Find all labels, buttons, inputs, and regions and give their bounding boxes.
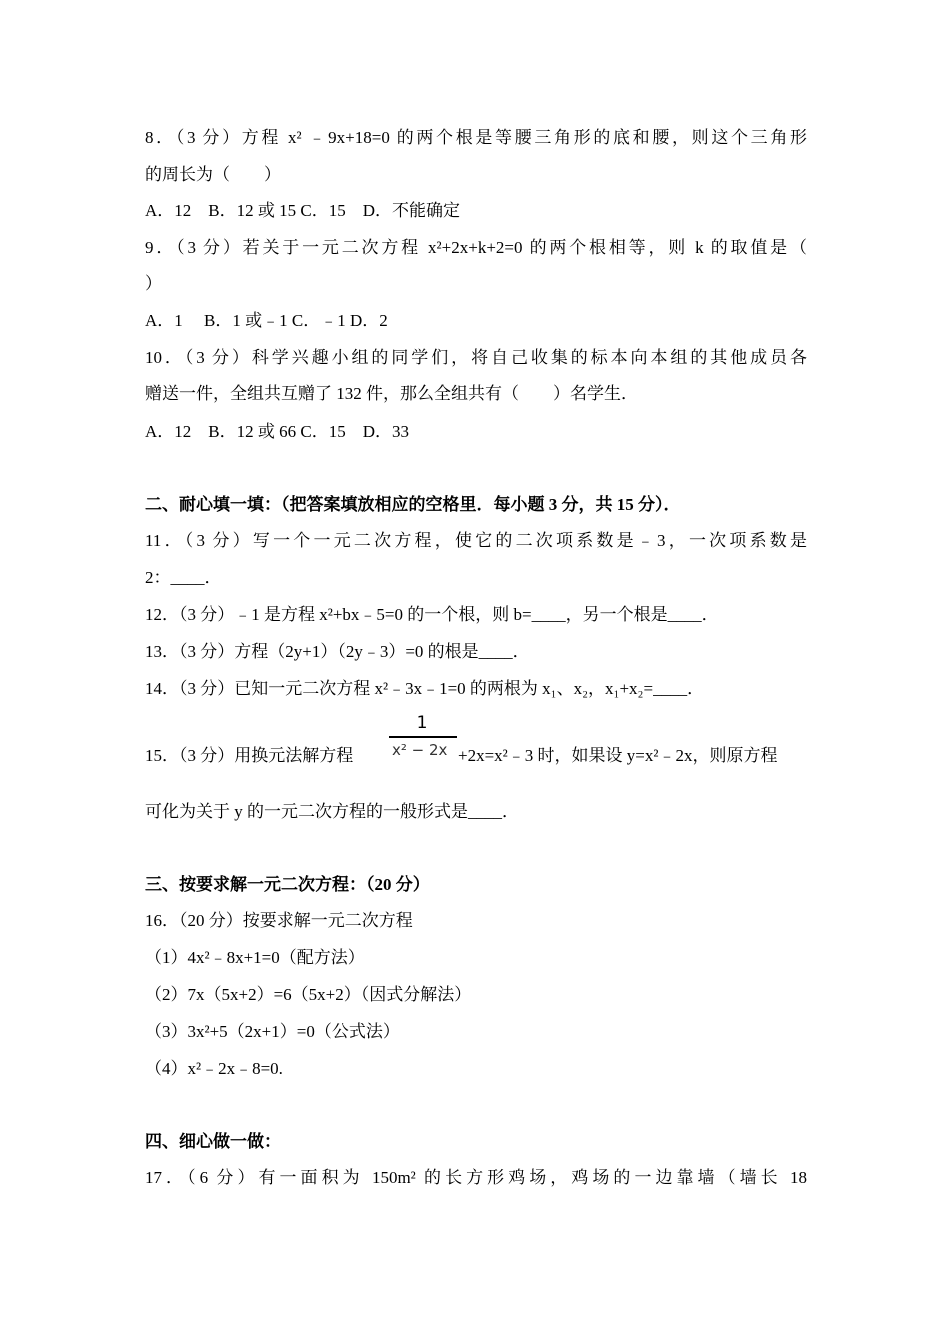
q15-before: 15．（3 分）用换元法解方程 — [145, 746, 354, 765]
q10-options: A．12 B．12 或 66 C．15 D．33 — [145, 422, 409, 441]
q16-item-1: （1）4x²﹣8x+1=0（配方法） — [145, 948, 365, 967]
fraction-numerator: 1 — [416, 713, 428, 733]
q8-options: A．12 B．12 或 15 C．15 D．不能确定 — [145, 201, 460, 220]
q11-line1: 11．（3 分）写一个一元二次方程，使它的二次项系数是﹣3，一次项系数是 — [145, 531, 807, 550]
fraction-bar — [389, 736, 457, 738]
q9-line2: ） — [145, 274, 162, 293]
q8-line1: 8．（3 分）方程 x² ﹣9x+18=0 的两个根是等腰三角形的底和腰，则这个三角形 — [145, 128, 807, 147]
q14-line: 14．（3 分）已知一元二次方程 x²﹣3x﹣1=0 的两根为 x₁、x₂，x₁+x₂=____． — [145, 679, 705, 698]
q16-item-2: （2）7x（5x+2）=6（5x+2）（因式分解法） — [145, 985, 472, 1004]
q11-line2: 2：____． — [145, 568, 222, 587]
section3-heading: 三、按要求解一元二次方程：（20 分） — [145, 875, 430, 894]
q16-item-3: （3）3x²+5（2x+1）=0（公式法） — [145, 1022, 400, 1041]
q12-line: 12．（3 分）﹣1 是方程 x²+bx﹣5=0 的一个根，则 b=____，另一个根是____． — [145, 605, 719, 624]
q9-options: A．1 B．1 或﹣1 C．﹣1 D．2 — [145, 311, 388, 330]
q16-item-4: （4）x²﹣2x﹣8=0. — [145, 1059, 283, 1078]
section2-heading: 二、耐心填一填：（把答案填放相应的空格里．每小题 3 分，共 15 分）． — [145, 495, 681, 514]
q16-line: 16．（20 分）按要求解一元二次方程 — [145, 911, 413, 930]
section4-heading: 四、细心做一做： — [145, 1132, 281, 1151]
q15-fraction — [386, 713, 458, 761]
q13-line: 13．（3 分）方程（2y+1）（2y﹣3）=0 的根是____． — [145, 642, 530, 661]
q10-line1: 10．（3 分）科学兴趣小组的同学们，将自己收集的标本向本组的其他成员各 — [145, 348, 807, 367]
q17-line1: 17．（6 分）有一面积为 150m² 的长方形鸡场，鸡场的一边靠墙（墙长 18 — [145, 1168, 807, 1187]
q15-after: +2x=x²﹣3 时，如果设 y=x²﹣2x，则原方程 — [458, 746, 778, 765]
q15-line2: 可化为关于 y 的一元二次方程的一般形式是____． — [145, 802, 519, 821]
fraction-denominator: x² − 2x — [392, 741, 448, 759]
q8-line2: 的周长为（ ） — [145, 165, 281, 184]
q9-line1: 9．（3 分）若关于一元二次方程 x²+2x+k+2=0 的两个根相等，则 k 的取值是（ — [145, 238, 807, 257]
q10-line2: 赠送一件，全组共互赠了 132 件，那么全组共有（ ）名学生． — [145, 384, 638, 403]
